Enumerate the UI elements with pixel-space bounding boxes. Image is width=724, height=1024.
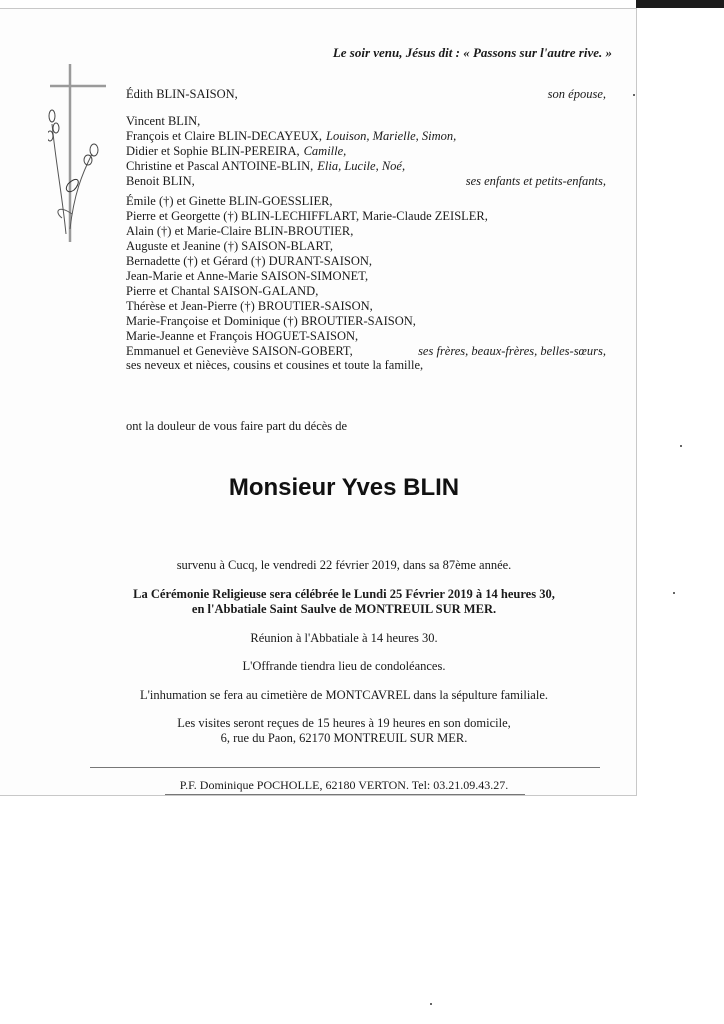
family-member-line — [126, 239, 333, 254]
death-info: survenu à Cucq, le vendredi 22 février 2019, dans sa 87ème année. — [176, 558, 512, 572]
scan-speck — [680, 445, 682, 447]
family-member-line — [126, 344, 353, 359]
member-names: Marie-Françoise et Dominique (†) BROUTIER-SAISON, — [126, 314, 416, 328]
member-names: Marie-Jeanne et François HOGUET-SAISON, — [126, 329, 359, 343]
member-names: Vincent BLIN, — [126, 114, 201, 128]
family-member-line — [126, 224, 353, 239]
member-names: Didier et Sophie BLIN-PEREIRA, — [126, 144, 300, 158]
member-children-note: Elia, Lucile, Noé, — [317, 159, 406, 173]
family-member-line — [126, 159, 405, 174]
member-names: Émile (†) et Ginette BLIN-GOESSLIER, — [126, 194, 333, 208]
scan-speck — [430, 1003, 432, 1005]
visits-line-2: 6, rue du Paon, 62170 MONTREUIL SUR MER. — [220, 731, 468, 745]
member-names: Benoit BLIN, — [126, 174, 195, 188]
family-member-line — [126, 129, 456, 144]
family-line: ses neveux et nièces, cousins et cousines et toute la famille, — [126, 358, 424, 372]
family-member-line — [126, 194, 333, 209]
member-names: Édith BLIN-SAISON, — [126, 87, 238, 101]
cross-with-wheat-icon — [48, 64, 108, 244]
footer-contact: P.F. Dominique POCHOLLE, 62180 VERTON. Tel: 03.21.09.43.27. — [179, 778, 509, 792]
ceremony-line-1: La Cérémonie Religieuse sera célébrée le Lundi 25 Février 2019 à 14 heures 30, — [133, 587, 555, 601]
family-member-line — [126, 329, 358, 344]
family-member-line — [126, 87, 238, 102]
member-names: Pierre et Chantal SAISON-GALAND, — [126, 284, 319, 298]
burial: L'inhumation se fera au cimetière de MONTCAVREL dans la sépulture familiale. — [139, 688, 549, 702]
member-children-note: Louison, Marielle, Simon, — [326, 129, 457, 143]
relationship-label: ses frères, beaux-frères, belles-sœurs, — [418, 344, 606, 358]
scan-speck — [633, 94, 635, 96]
family-member-line — [126, 314, 416, 329]
family-member-line — [126, 114, 200, 129]
visits-line-1: Les visites seront reçues de 15 heures à 19 heures en son domicile, — [177, 716, 511, 730]
member-names: Bernadette (†) et Gérard (†) DURANT-SAISON, — [126, 254, 373, 268]
reunion: Réunion à l'Abbatiale à 14 heures 30. — [250, 631, 438, 645]
member-names: Christine et Pascal ANTOINE-BLIN, — [126, 159, 314, 173]
epigraph: Le soir venu, Jésus dit : « Passons sur l'autre rive. » — [332, 45, 612, 60]
footer-rule-top — [90, 767, 600, 768]
relationship-label: son épouse, — [547, 87, 606, 101]
member-names: Auguste et Jeanine (†) SAISON-BLART, — [126, 239, 333, 253]
family-member-line — [126, 174, 195, 189]
family-member-line — [126, 299, 373, 314]
member-names: Jean-Marie et Anne-Marie SAISON-SIMONET, — [126, 269, 369, 283]
family-member-line — [126, 254, 372, 269]
family-member-line — [126, 144, 346, 159]
announcement: ont la douleur de vous faire part du décès de — [126, 419, 348, 433]
scan-speck — [673, 592, 675, 594]
offering: L'Offrande tiendra lieu de condoléances. — [242, 659, 446, 673]
family-member-line — [126, 269, 368, 284]
member-children-note: Camille, — [303, 144, 347, 158]
ceremony-line-2: en l'Abbatiale Saint Saulve de MONTREUIL SUR MER. — [191, 602, 497, 616]
member-names: Alain (†) et Marie-Claire BLIN-BROUTIER, — [126, 224, 354, 238]
page-edge-shadow — [636, 0, 724, 8]
member-names: Pierre et Georgette (†) BLIN-LECHIFFLART, Marie-Claude ZEISLER, — [126, 209, 488, 223]
footer-rule-bottom — [165, 794, 525, 795]
member-names: François et Claire BLIN-DECAYEUX, — [126, 129, 323, 143]
family-member-line — [126, 284, 318, 299]
relationship-label: ses enfants et petits-enfants, — [465, 174, 606, 188]
family-member-line — [126, 209, 488, 224]
member-names: Emmanuel et Geneviève SAISON-GOBERT, — [126, 344, 353, 358]
deceased-name: Monsieur Yves BLIN — [228, 474, 460, 501]
obituary-sheet — [0, 8, 637, 796]
member-names: Thérèse et Jean-Pierre (†) BROUTIER-SAISON, — [126, 299, 373, 313]
